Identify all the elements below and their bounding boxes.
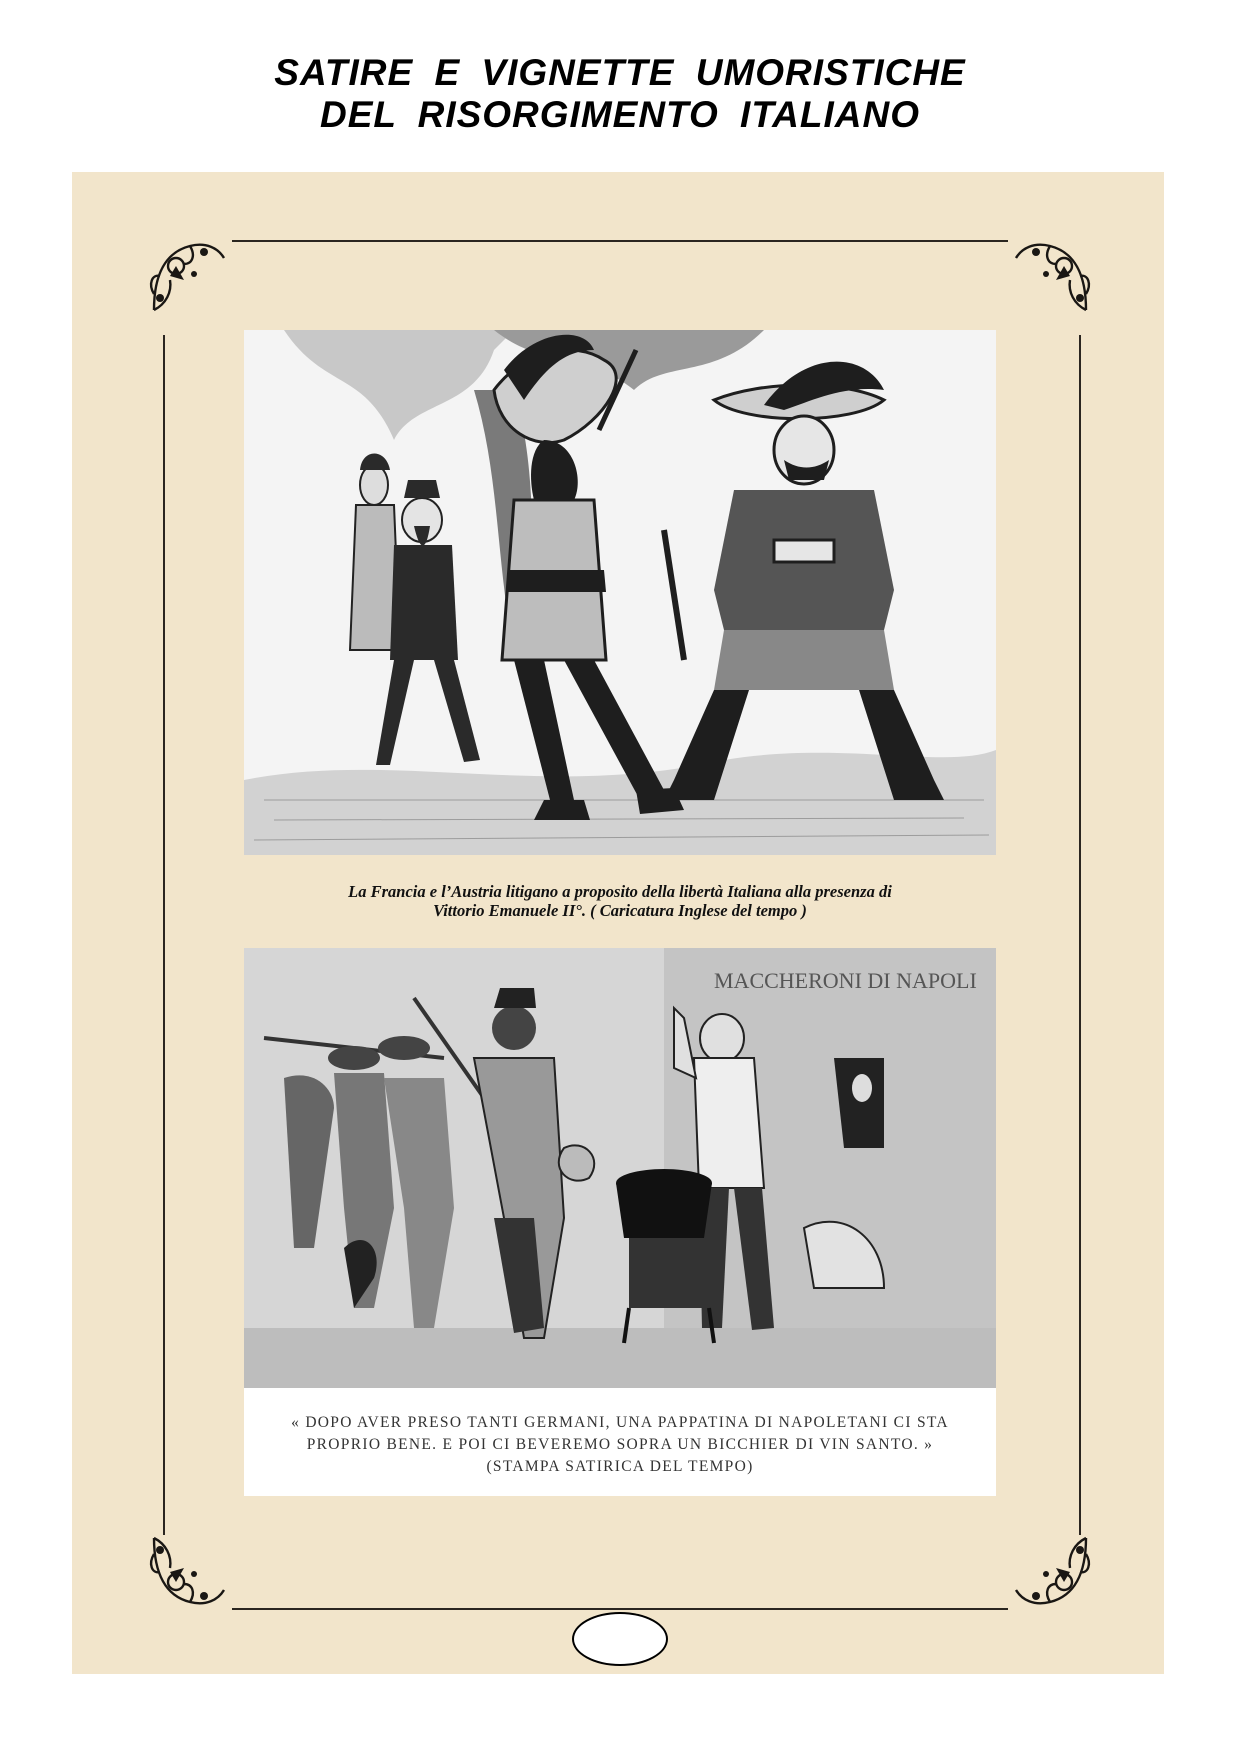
frame-bottom-line [232, 1608, 1008, 1610]
lithograph-satirical-icon [244, 948, 996, 1388]
illustration-1-engraving [244, 330, 996, 855]
title-line-1: SATIRE E VIGNETTE UMORISTICHE [274, 52, 966, 93]
maccheroni-sign: MACCHERONI DI NAPOLI [714, 968, 977, 993]
corner-ornament-top-right-icon [1010, 234, 1094, 318]
page-number-oval [572, 1612, 668, 1666]
caption-1-line-1: La Francia e l’Austria litigano a proposito della libertà Italiana alla presenza di [348, 882, 892, 901]
frame-right-line [1079, 335, 1081, 1535]
page-title [0, 52, 1240, 136]
engraving-caricature-icon [244, 330, 996, 855]
corner-ornament-bottom-left-icon [146, 1530, 230, 1614]
frame-left-line [163, 335, 165, 1535]
corner-ornament-bottom-right-icon [1010, 1530, 1094, 1614]
caption-2-line-2: PROPRIO BENE. E POI CI BEVEREMO SOPRA UN BICCHIER DI VIN SANTO. » [306, 1436, 934, 1453]
caption-2-line-1: « DOPO AVER PRESO TANTI GERMANI, UNA PAPPATINA DI NAPOLETANI CI STA [291, 1414, 949, 1431]
frame-top-line [232, 240, 1008, 242]
caption-2-line-3: (STAMPA SATIRICA DEL TEMPO) [486, 1458, 754, 1475]
caption-1-line-2: Vittorio Emanuele II°. ( Caricatura Inglese del tempo ) [433, 901, 807, 920]
title-line-2: DEL RISORGIMENTO ITALIANO [319, 94, 921, 135]
corner-ornament-top-left-icon [146, 234, 230, 318]
illustration-1-caption [244, 882, 996, 920]
illustration-2-caption [244, 1412, 996, 1478]
